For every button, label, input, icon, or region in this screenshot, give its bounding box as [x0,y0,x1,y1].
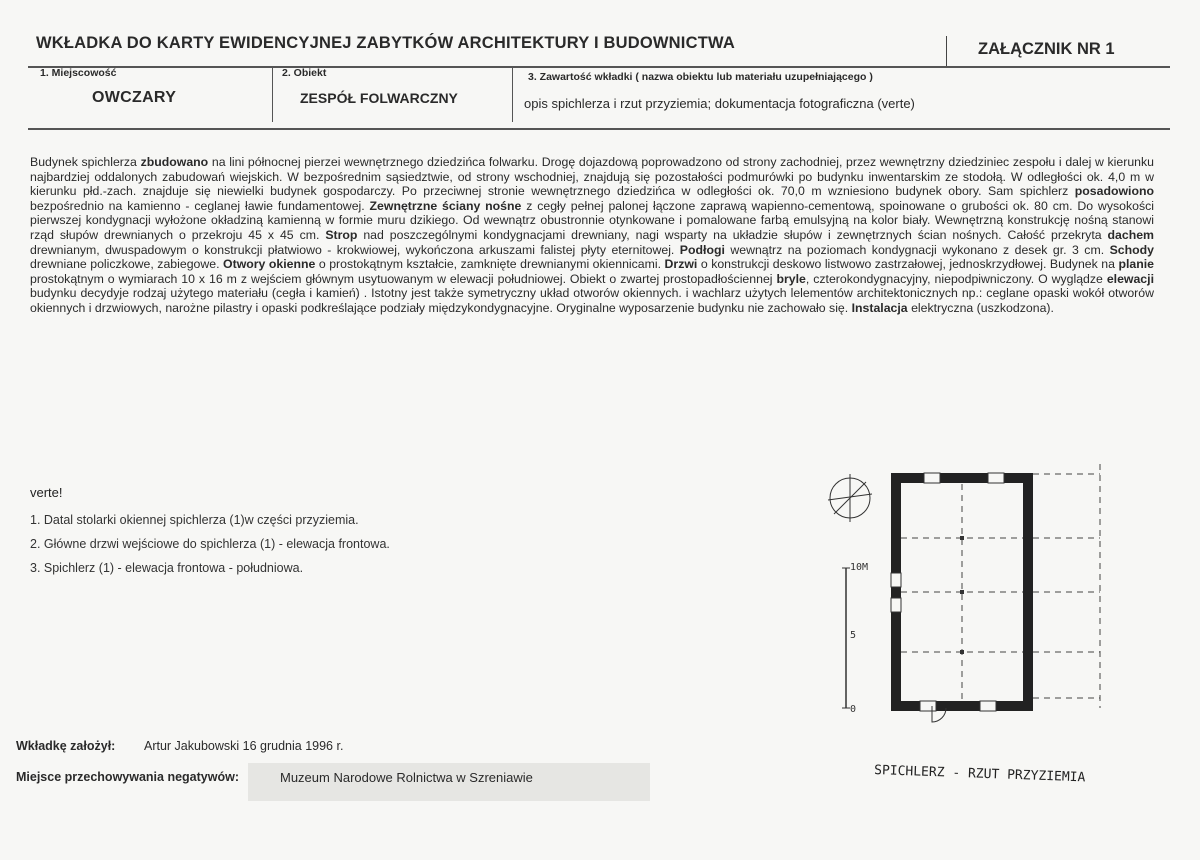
object-label: 2. Obiekt [282,67,327,79]
building-description: Budynek spichlerza zbudowano na lini północnej pierzei wewnętrznego dziedzińca folwarku. Drogę dojazdową poprowadzono od strony zachodniej, przez wewnętrzny dziedziniec zespołu i dalej w kierunku najbardziej oddalonych zabudowań wiejskich. W bezpośrednim sąsiedztwie, od strony wschodniej, znajdują się pozostałości podmurówki po budynku inwentarskim ze stodołą. W odległości ok. 4,0 m w kierunku płd.-zach. znajduje się niewielki budynek gospodarczy. Po przeciwnej stronie wewnętrznego dziedzińca w odległości ok. 70,0 m wzniesiono budynek obory. Sam spichlerz posadowiono bezpośrednio na kamienno - ceglanej ławie fundamentowej. Zewnętrzne ściany nośne z cegły pełnej palonej łączone zaprawą wapienno-cementową, spoinowane o grubości ok. 80 cm. Do wysokości pierwszej kondygnacji wyłożone okładziną kamienną w formie muru dzikiego. Od wewnątrz obustronnie otynkowane i pomalowane farbą emulsyjną na kolor biały. Wewnętrzną konstrukcję nośną stanowi rząd słupów drewnianych o przekroju 45 x 45 cm. Strop nad poszczególnymi kondygnacjami drewniany, nagi wsparty na układzie słupów i zewnętrznych ścian nośnych. Całość przekryta dachem drewnianym, dwuspadowym o konstrukcji płatwiowo - krokwiowej, wykończona arkuszami falistej płyty eternitowej. Podłogi wewnątrz na poziomach kondygnacji wykonano z desek gr. 3 cm. Schody drewniane policzkowe, zabiegowe. Otwory okienne o prostokątnym kształcie, zamknięte drewnianymi okiennicami. Drzwi o konstrukcji deskowo listwowo zastrzałowej, jednoskrzydłowej. Budynek na planie prostokątnym o wymiarach 10 x 16 m z wejściem głównym usytuowanym w elewacji południowej. Obiekt o zwartej prostopadłościennej bryle, czterokondygnacyjny, niepodpiwniczony. O wyglądze elewacji budynku decydyje rodzaj użytego materiału (cegła i kamień) . Istotny jest także symetryczny układ otworów okiennych. i wachlarz użytych lelementów architektonicznych np.: ceglane opaski wokół otworów okiennych i drzwiowych, narożne pilastry i opaski podkreślające podziały międzykondygnacyjne. Oryginalne wyposarzenie budynku nie zachowało się. Instalacja elektryczna (uszkodzona). [30,155,1155,315]
floor-plan-drawing [790,438,1190,838]
card-title: WKŁADKA DO KARTY EWIDENCYJNEJ ZABYTKÓW ARCHITEKTURY I BUDOWNICTWA [36,34,735,52]
object-value: ZESPÓŁ FOLWARCZNY [300,90,458,106]
scale-label-bottom: 0 [850,704,857,715]
storage-label: Miejsce przechowywania negatywów: [16,770,239,784]
scale-label-mid: 5 [850,630,857,641]
content-value: opis spichlerza i rzut przyziemia; dokumentacja fotograficzna (verte) [524,96,915,111]
storage-value: Muzeum Narodowe Rolnictwa w Szreniawie [280,770,533,785]
photo-list-item: 1. Datal stolarki okiennej spichlerza (1)w części przyziemia. [30,513,359,527]
verte-heading: verte! [30,485,63,500]
fields-rule [28,128,1170,130]
author-value: Artur Jakubowski 16 grudnia 1996 r. [144,739,344,753]
north-arrow-icon [828,474,872,522]
field-divider-2 [512,66,513,122]
field-divider-1 [272,66,273,122]
author-label: Wkładkę założył: [16,739,116,753]
locality-value: OWCZARY [92,89,177,106]
scale-label-top: 10M [850,562,869,573]
photo-list-item: 3. Spichlerz (1) - elewacja frontowa - południowa. [30,561,304,575]
header-divider [946,36,947,66]
plan-caption: SPICHLERZ - RZUT PRZYZIEMIA [873,763,1086,786]
content-label: 3. Zawartość wkładki ( nazwa obiektu lub materiału uzupełniającego ) [528,71,873,83]
locality-label: 1. Miejscowość [40,67,117,79]
photo-list-item: 2. Główne drzwi wejściowe do spichlerza (1) - elewacja frontowa. [30,537,390,551]
header-rule [28,66,1170,68]
attachment-number: ZAŁĄCZNIK NR 1 [978,40,1115,58]
